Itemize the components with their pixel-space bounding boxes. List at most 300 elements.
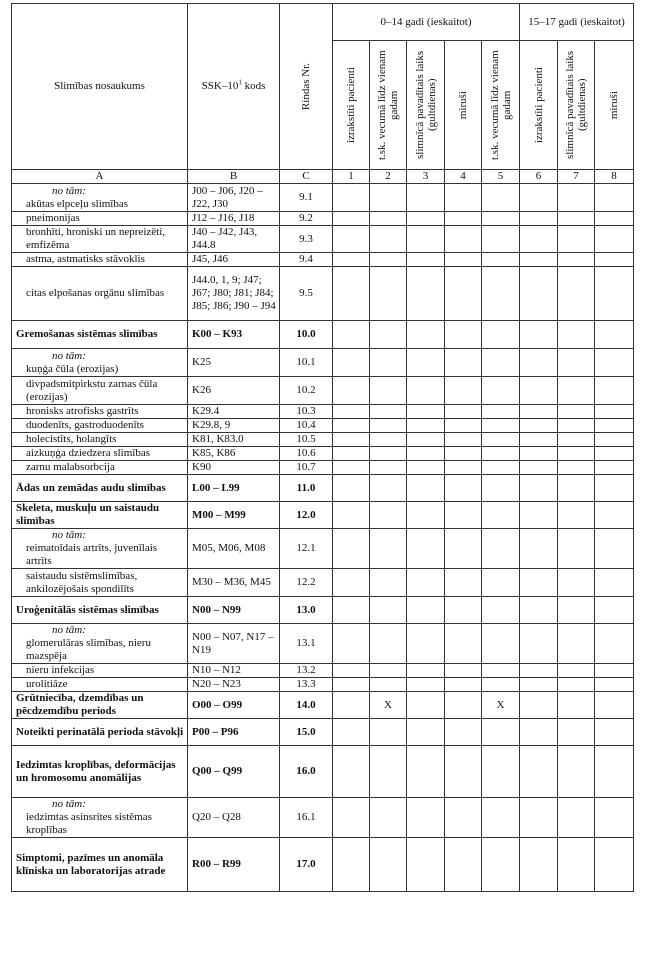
data-cell-7[interactable] bbox=[558, 746, 595, 798]
header-row-number: Rindas Nr. bbox=[280, 4, 333, 170]
data-cell-3[interactable] bbox=[407, 226, 445, 253]
disease-name: akūtas elpceļu slimības bbox=[26, 197, 129, 210]
data-cell-8[interactable] bbox=[595, 419, 634, 433]
data-cell-3[interactable] bbox=[407, 447, 445, 461]
data-cell-1[interactable] bbox=[333, 253, 370, 267]
data-cell-2[interactable] bbox=[370, 267, 407, 321]
data-cell-6[interactable] bbox=[520, 678, 558, 692]
data-cell-2[interactable] bbox=[370, 664, 407, 678]
data-cell-4[interactable] bbox=[445, 475, 482, 502]
row-number-cell: 9.4 bbox=[280, 253, 333, 267]
row-number-cell: 10.1 bbox=[280, 349, 333, 377]
table-row bbox=[12, 597, 634, 624]
data-cell-8[interactable] bbox=[595, 838, 634, 892]
data-cell-5[interactable] bbox=[482, 624, 520, 664]
row-number-cell: 12.0 bbox=[280, 502, 333, 529]
disease-name-cell bbox=[12, 447, 188, 461]
data-cell-4[interactable] bbox=[445, 569, 482, 597]
data-cell-6[interactable] bbox=[520, 529, 558, 569]
icd-code-cell: N00 – N07, N17 – N19 bbox=[188, 624, 280, 664]
data-cell-2[interactable] bbox=[370, 377, 407, 405]
data-cell-2[interactable] bbox=[370, 678, 407, 692]
data-cell-6[interactable] bbox=[520, 184, 558, 212]
data-cell-2[interactable] bbox=[370, 838, 407, 892]
row-number-cell: 10.6 bbox=[280, 447, 333, 461]
disease-name-cell bbox=[12, 419, 188, 433]
header-sub-3: slimnīcā pavadītais laiks (gultdienas) bbox=[407, 41, 445, 170]
data-cell-8[interactable] bbox=[595, 377, 634, 405]
data-cell-7[interactable] bbox=[558, 377, 595, 405]
data-cell-5[interactable] bbox=[482, 475, 520, 502]
data-cell-6[interactable] bbox=[520, 349, 558, 377]
data-cell-1[interactable] bbox=[333, 678, 370, 692]
data-cell-1[interactable] bbox=[333, 461, 370, 475]
data-cell-1[interactable] bbox=[333, 798, 370, 838]
table-row bbox=[12, 719, 634, 746]
data-cell-1[interactable] bbox=[333, 212, 370, 226]
data-cell-6[interactable] bbox=[520, 267, 558, 321]
data-cell-6[interactable] bbox=[520, 692, 558, 719]
disease-name: saistaudu sistēmslimības, ankilozējošais spondilīts bbox=[26, 569, 138, 595]
data-cell-3[interactable] bbox=[407, 405, 445, 419]
data-cell-1[interactable] bbox=[333, 692, 370, 719]
data-cell-3[interactable] bbox=[407, 569, 445, 597]
data-cell-5[interactable] bbox=[482, 321, 520, 349]
data-cell-8[interactable] bbox=[595, 433, 634, 447]
data-cell-4[interactable] bbox=[445, 321, 482, 349]
data-cell-8[interactable] bbox=[595, 321, 634, 349]
icd-code-cell: N10 – N12 bbox=[188, 664, 280, 678]
data-cell-3[interactable] bbox=[407, 692, 445, 719]
icd-code-cell: K85, K86 bbox=[188, 447, 280, 461]
data-cell-3[interactable] bbox=[407, 719, 445, 746]
data-cell-4[interactable] bbox=[445, 419, 482, 433]
data-cell-6[interactable] bbox=[520, 226, 558, 253]
letter-6: 6 bbox=[520, 170, 558, 184]
data-cell-6[interactable] bbox=[520, 838, 558, 892]
disease-name-cell bbox=[12, 226, 188, 253]
letter-b: B bbox=[188, 170, 280, 184]
data-cell-3[interactable] bbox=[407, 529, 445, 569]
data-cell-6[interactable] bbox=[520, 798, 558, 838]
icd-code-cell: O00 – O99 bbox=[188, 692, 280, 719]
data-cell-6[interactable] bbox=[520, 664, 558, 678]
data-cell-7[interactable] bbox=[558, 349, 595, 377]
data-cell-1[interactable] bbox=[333, 475, 370, 502]
table-row bbox=[12, 746, 634, 798]
disease-name: aizkuņģa dziedzera slimības bbox=[26, 447, 151, 459]
disease-name: divpadsmitpirkstu zarnas čūla (erozijas) bbox=[26, 377, 158, 403]
data-cell-6[interactable] bbox=[520, 405, 558, 419]
data-cell-6[interactable] bbox=[520, 419, 558, 433]
data-cell-8[interactable] bbox=[595, 502, 634, 529]
data-cell-5[interactable] bbox=[482, 597, 520, 624]
table-row bbox=[12, 226, 634, 253]
data-cell-8[interactable] bbox=[595, 746, 634, 798]
row-number-cell: 13.0 bbox=[280, 597, 333, 624]
header-group-0-14: 0–14 gadi (ieskaitot) bbox=[333, 4, 520, 41]
data-cell-5[interactable] bbox=[482, 433, 520, 447]
data-cell-1[interactable] bbox=[333, 184, 370, 212]
data-cell-7[interactable] bbox=[558, 212, 595, 226]
data-cell-5[interactable] bbox=[482, 447, 520, 461]
data-cell-7[interactable] bbox=[558, 447, 595, 461]
data-cell-5[interactable] bbox=[482, 349, 520, 377]
data-cell-3[interactable] bbox=[407, 321, 445, 349]
row-number-cell: 9.3 bbox=[280, 226, 333, 253]
data-cell-1[interactable] bbox=[333, 377, 370, 405]
data-cell-3[interactable] bbox=[407, 502, 445, 529]
data-cell-4[interactable] bbox=[445, 678, 482, 692]
data-cell-7[interactable] bbox=[558, 475, 595, 502]
row-number-cell: 15.0 bbox=[280, 719, 333, 746]
data-cell-8[interactable] bbox=[595, 184, 634, 212]
data-cell-8[interactable] bbox=[595, 529, 634, 569]
data-cell-2[interactable] bbox=[370, 226, 407, 253]
data-cell-7[interactable] bbox=[558, 226, 595, 253]
data-cell-7[interactable] bbox=[558, 419, 595, 433]
disease-name: citas elpošanas orgānu slimības bbox=[26, 287, 165, 299]
data-cell-4[interactable] bbox=[445, 597, 482, 624]
data-cell-2[interactable] bbox=[370, 447, 407, 461]
data-cell-7[interactable] bbox=[558, 624, 595, 664]
data-cell-1[interactable] bbox=[333, 405, 370, 419]
data-cell-3[interactable] bbox=[407, 624, 445, 664]
table-row bbox=[12, 475, 634, 502]
data-cell-7[interactable] bbox=[558, 253, 595, 267]
data-cell-3[interactable] bbox=[407, 461, 445, 475]
data-cell-2[interactable] bbox=[370, 798, 407, 838]
data-cell-2[interactable] bbox=[370, 746, 407, 798]
header-sub-8: miruši bbox=[595, 41, 634, 170]
letter-7: 7 bbox=[558, 170, 595, 184]
disease-name: holecistīts, holangīts bbox=[26, 433, 117, 445]
data-cell-2[interactable] bbox=[370, 502, 407, 529]
icd-code-cell: J45, J46 bbox=[188, 253, 280, 267]
disease-name-cell bbox=[12, 377, 188, 405]
data-cell-4[interactable] bbox=[445, 461, 482, 475]
data-cell-8[interactable] bbox=[595, 253, 634, 267]
data-cell-2[interactable] bbox=[370, 433, 407, 447]
data-cell-8[interactable] bbox=[595, 664, 634, 678]
data-cell-3[interactable] bbox=[407, 798, 445, 838]
data-cell-1[interactable] bbox=[333, 419, 370, 433]
data-cell-6[interactable] bbox=[520, 569, 558, 597]
data-cell-8[interactable] bbox=[595, 212, 634, 226]
disease-name-cell bbox=[12, 529, 188, 569]
data-cell-4[interactable] bbox=[445, 253, 482, 267]
data-cell-6[interactable] bbox=[520, 475, 558, 502]
data-cell-5[interactable] bbox=[482, 529, 520, 569]
data-cell-7[interactable] bbox=[558, 502, 595, 529]
data-cell-5[interactable] bbox=[482, 184, 520, 212]
data-cell-1[interactable] bbox=[333, 597, 370, 624]
data-cell-6[interactable] bbox=[520, 433, 558, 447]
data-cell-4[interactable] bbox=[445, 746, 482, 798]
data-cell-7[interactable] bbox=[558, 267, 595, 321]
data-cell-8[interactable] bbox=[595, 798, 634, 838]
data-cell-4[interactable] bbox=[445, 692, 482, 719]
data-cell-5[interactable] bbox=[482, 678, 520, 692]
data-cell-4[interactable] bbox=[445, 226, 482, 253]
data-cell-7[interactable] bbox=[558, 433, 595, 447]
icd-code-cell: J12 – J16, J18 bbox=[188, 212, 280, 226]
data-cell-3[interactable] bbox=[407, 664, 445, 678]
data-cell-8[interactable] bbox=[595, 719, 634, 746]
disease-name: Simptomi, pazīmes un anomāla klīniska un laboratorijas atrade bbox=[16, 851, 166, 877]
header-icd-code: SSK–$10^1$ kods bbox=[188, 4, 280, 170]
disease-name-cell bbox=[12, 719, 188, 746]
data-cell-4[interactable] bbox=[445, 433, 482, 447]
header-sub-5: t.sk. vecumā līdz vienam gadam bbox=[482, 41, 520, 170]
data-cell-4[interactable] bbox=[445, 212, 482, 226]
data-cell-7[interactable] bbox=[558, 798, 595, 838]
data-cell-2[interactable] bbox=[370, 529, 407, 569]
data-cell-1[interactable] bbox=[333, 664, 370, 678]
data-cell-7[interactable] bbox=[558, 461, 595, 475]
data-cell-2[interactable] bbox=[370, 597, 407, 624]
data-cell-7[interactable] bbox=[558, 719, 595, 746]
disease-name: Uroģenitālās sistēmas slimības bbox=[16, 603, 159, 616]
data-cell-7[interactable] bbox=[558, 692, 595, 719]
data-cell-5[interactable] bbox=[482, 719, 520, 746]
data-cell-7[interactable] bbox=[558, 569, 595, 597]
data-cell-5[interactable] bbox=[482, 405, 520, 419]
data-cell-7[interactable] bbox=[558, 184, 595, 212]
data-cell-7[interactable] bbox=[558, 597, 595, 624]
data-cell-5[interactable] bbox=[482, 664, 520, 678]
data-cell-2[interactable] bbox=[370, 569, 407, 597]
subgroup-note: no tām: bbox=[52, 798, 86, 810]
data-cell-3[interactable] bbox=[407, 678, 445, 692]
data-cell-7[interactable] bbox=[558, 321, 595, 349]
disease-name-cell bbox=[12, 405, 188, 419]
data-cell-8[interactable] bbox=[595, 678, 634, 692]
header-disease-name: Slimības nosaukums bbox=[12, 4, 188, 170]
data-cell-6[interactable] bbox=[520, 212, 558, 226]
data-cell-6[interactable] bbox=[520, 719, 558, 746]
disease-name-cell bbox=[12, 692, 188, 719]
data-cell-5[interactable] bbox=[482, 212, 520, 226]
data-cell-8[interactable] bbox=[595, 624, 634, 664]
table-row bbox=[12, 447, 634, 461]
data-cell-1[interactable] bbox=[333, 433, 370, 447]
data-cell-4[interactable] bbox=[445, 664, 482, 678]
data-cell-5[interactable] bbox=[482, 226, 520, 253]
data-cell-6[interactable] bbox=[520, 447, 558, 461]
data-cell-3[interactable] bbox=[407, 746, 445, 798]
data-cell-5[interactable] bbox=[482, 798, 520, 838]
data-cell-1[interactable] bbox=[333, 624, 370, 664]
data-cell-3[interactable] bbox=[407, 475, 445, 502]
icd-code-cell: P00 – P96 bbox=[188, 719, 280, 746]
header-sub-7: slimnīcā pavadītais laiks (gultdienas) bbox=[558, 41, 595, 170]
data-cell-7[interactable] bbox=[558, 529, 595, 569]
letter-a: A bbox=[12, 170, 188, 184]
disease-name: duodenīts, gastroduodenīts bbox=[26, 419, 144, 431]
icd-code-cell: K90 bbox=[188, 461, 280, 475]
data-cell-4[interactable] bbox=[445, 838, 482, 892]
data-cell-1[interactable] bbox=[333, 226, 370, 253]
disease-name-cell bbox=[12, 212, 188, 226]
row-number-cell: 9.1 bbox=[280, 184, 333, 212]
data-cell-1[interactable] bbox=[333, 569, 370, 597]
data-cell-7[interactable] bbox=[558, 405, 595, 419]
table-row bbox=[12, 267, 634, 321]
disease-name-cell bbox=[12, 664, 188, 678]
row-number-cell: 13.3 bbox=[280, 678, 333, 692]
data-cell-3[interactable] bbox=[407, 212, 445, 226]
data-cell-6[interactable] bbox=[520, 746, 558, 798]
data-cell-6[interactable] bbox=[520, 597, 558, 624]
disease-name: Gremošanas sistēmas slimības bbox=[16, 328, 158, 340]
data-cell-8[interactable] bbox=[595, 597, 634, 624]
data-cell-6[interactable] bbox=[520, 461, 558, 475]
row-number-cell: 9.2 bbox=[280, 212, 333, 226]
disease-name-cell bbox=[12, 253, 188, 267]
data-cell-3[interactable] bbox=[407, 349, 445, 377]
data-cell-4[interactable] bbox=[445, 184, 482, 212]
data-cell-2[interactable] bbox=[370, 349, 407, 377]
row-number-cell: 16.1 bbox=[280, 798, 333, 838]
data-cell-2[interactable] bbox=[370, 184, 407, 212]
disease-name: kuņģa čūla (erozijas) bbox=[26, 362, 119, 375]
icd-code-cell: K26 bbox=[188, 377, 280, 405]
data-cell-8[interactable] bbox=[595, 569, 634, 597]
data-cell-4[interactable] bbox=[445, 502, 482, 529]
data-cell-8[interactable] bbox=[595, 226, 634, 253]
data-cell-1[interactable] bbox=[333, 529, 370, 569]
icd-code-cell: J00 – J06, J20 – J22, J30 bbox=[188, 184, 280, 212]
data-cell-4[interactable] bbox=[445, 719, 482, 746]
data-cell-5[interactable] bbox=[482, 502, 520, 529]
data-cell-2[interactable] bbox=[370, 624, 407, 664]
data-cell-3[interactable] bbox=[407, 184, 445, 212]
disease-name: Skeleta, muskuļu un saistaudu slimības bbox=[16, 502, 160, 527]
data-cell-1[interactable] bbox=[333, 746, 370, 798]
data-cell-5[interactable] bbox=[482, 419, 520, 433]
data-cell-5[interactable] bbox=[482, 746, 520, 798]
data-cell-5[interactable] bbox=[482, 838, 520, 892]
data-cell-6[interactable] bbox=[520, 377, 558, 405]
data-cell-2[interactable] bbox=[370, 719, 407, 746]
letter-1: 1 bbox=[333, 170, 370, 184]
data-cell-1[interactable] bbox=[333, 838, 370, 892]
data-cell-1[interactable] bbox=[333, 447, 370, 461]
data-cell-7[interactable] bbox=[558, 678, 595, 692]
data-cell-2[interactable] bbox=[370, 405, 407, 419]
disease-name-cell bbox=[12, 475, 188, 502]
icd-code-cell: J44.0, 1, 9; J47; J67; J80; J81; J84; J85; J86; J90 – J94 bbox=[188, 267, 280, 321]
data-cell-7[interactable] bbox=[558, 838, 595, 892]
data-cell-2[interactable] bbox=[370, 253, 407, 267]
data-cell-4[interactable] bbox=[445, 349, 482, 377]
data-cell-6[interactable] bbox=[520, 253, 558, 267]
table-row bbox=[12, 678, 634, 692]
data-cell-1[interactable] bbox=[333, 321, 370, 349]
disease-name-cell bbox=[12, 569, 188, 597]
data-cell-6[interactable] bbox=[520, 624, 558, 664]
data-cell-3[interactable] bbox=[407, 419, 445, 433]
data-cell-5[interactable] bbox=[482, 377, 520, 405]
data-cell-4[interactable] bbox=[445, 267, 482, 321]
data-cell-7[interactable] bbox=[558, 664, 595, 678]
data-cell-3[interactable] bbox=[407, 597, 445, 624]
data-cell-4[interactable] bbox=[445, 624, 482, 664]
data-cell-1[interactable] bbox=[333, 267, 370, 321]
disease-name: hronisks atrofisks gastrīts bbox=[26, 405, 139, 417]
header-sub-6: izrakstīti pacienti bbox=[520, 41, 558, 170]
data-cell-6[interactable] bbox=[520, 502, 558, 529]
data-cell-2[interactable] bbox=[370, 212, 407, 226]
data-cell-8[interactable] bbox=[595, 475, 634, 502]
letter-5: 5 bbox=[482, 170, 520, 184]
icd-code-cell: M30 – M36, M45 bbox=[188, 569, 280, 597]
disease-name: zarnu malabsorbcija bbox=[26, 461, 115, 473]
data-cell-3[interactable] bbox=[407, 433, 445, 447]
icd-code-cell: K29.4 bbox=[188, 405, 280, 419]
data-cell-5[interactable] bbox=[482, 461, 520, 475]
data-cell-2[interactable] bbox=[370, 461, 407, 475]
disease-name: Iedzimtas kroplības, deformācijas un hromosomu anomālijas bbox=[16, 758, 176, 784]
data-cell-1[interactable] bbox=[333, 349, 370, 377]
disease-name-cell bbox=[12, 502, 188, 529]
data-cell-8[interactable] bbox=[595, 692, 634, 719]
disease-name: nieru infekcijas bbox=[26, 664, 95, 676]
data-cell-3[interactable] bbox=[407, 253, 445, 267]
data-cell-2[interactable] bbox=[370, 419, 407, 433]
data-cell-8[interactable] bbox=[595, 461, 634, 475]
data-cell-5[interactable] bbox=[482, 569, 520, 597]
header-sub-2: t.sk. vecumā līdz vienam gadam bbox=[370, 41, 407, 170]
icd-code-cell: R00 – R99 bbox=[188, 838, 280, 892]
data-cell-1[interactable] bbox=[333, 719, 370, 746]
data-cell-4[interactable] bbox=[445, 447, 482, 461]
data-cell-4[interactable] bbox=[445, 529, 482, 569]
table-row bbox=[12, 798, 634, 838]
disease-name: iedzimtas asinsrites sistēmas kroplības bbox=[26, 811, 152, 836]
data-cell-8[interactable] bbox=[595, 267, 634, 321]
disease-name-cell bbox=[12, 461, 188, 475]
disease-name: Ādas un zemādas audu slimības bbox=[16, 481, 166, 494]
header-sub-4: miruši bbox=[445, 41, 482, 170]
subgroup-note: no tām: bbox=[52, 184, 86, 197]
data-cell-4[interactable] bbox=[445, 405, 482, 419]
data-cell-1[interactable] bbox=[333, 502, 370, 529]
disease-name-cell bbox=[12, 349, 188, 377]
data-cell-4[interactable] bbox=[445, 798, 482, 838]
data-cell-4[interactable] bbox=[445, 377, 482, 405]
data-cell-2[interactable] bbox=[370, 475, 407, 502]
data-cell-2[interactable]: X bbox=[370, 692, 407, 719]
data-cell-5[interactable] bbox=[482, 267, 520, 321]
data-cell-3[interactable] bbox=[407, 267, 445, 321]
disease-name-cell bbox=[12, 267, 188, 321]
data-cell-2[interactable] bbox=[370, 321, 407, 349]
data-cell-8[interactable] bbox=[595, 447, 634, 461]
table-row bbox=[12, 461, 634, 475]
disease-name-cell bbox=[12, 678, 188, 692]
data-cell-6[interactable] bbox=[520, 321, 558, 349]
data-cell-5[interactable]: X bbox=[482, 692, 520, 719]
icd-code-cell: K81, K83.0 bbox=[188, 433, 280, 447]
data-cell-8[interactable] bbox=[595, 405, 634, 419]
data-cell-3[interactable] bbox=[407, 838, 445, 892]
data-cell-8[interactable] bbox=[595, 349, 634, 377]
data-cell-3[interactable] bbox=[407, 377, 445, 405]
disease-name: bronhīti, hroniski un nepreizēti, emfizēma bbox=[26, 226, 165, 251]
data-cell-5[interactable] bbox=[482, 253, 520, 267]
